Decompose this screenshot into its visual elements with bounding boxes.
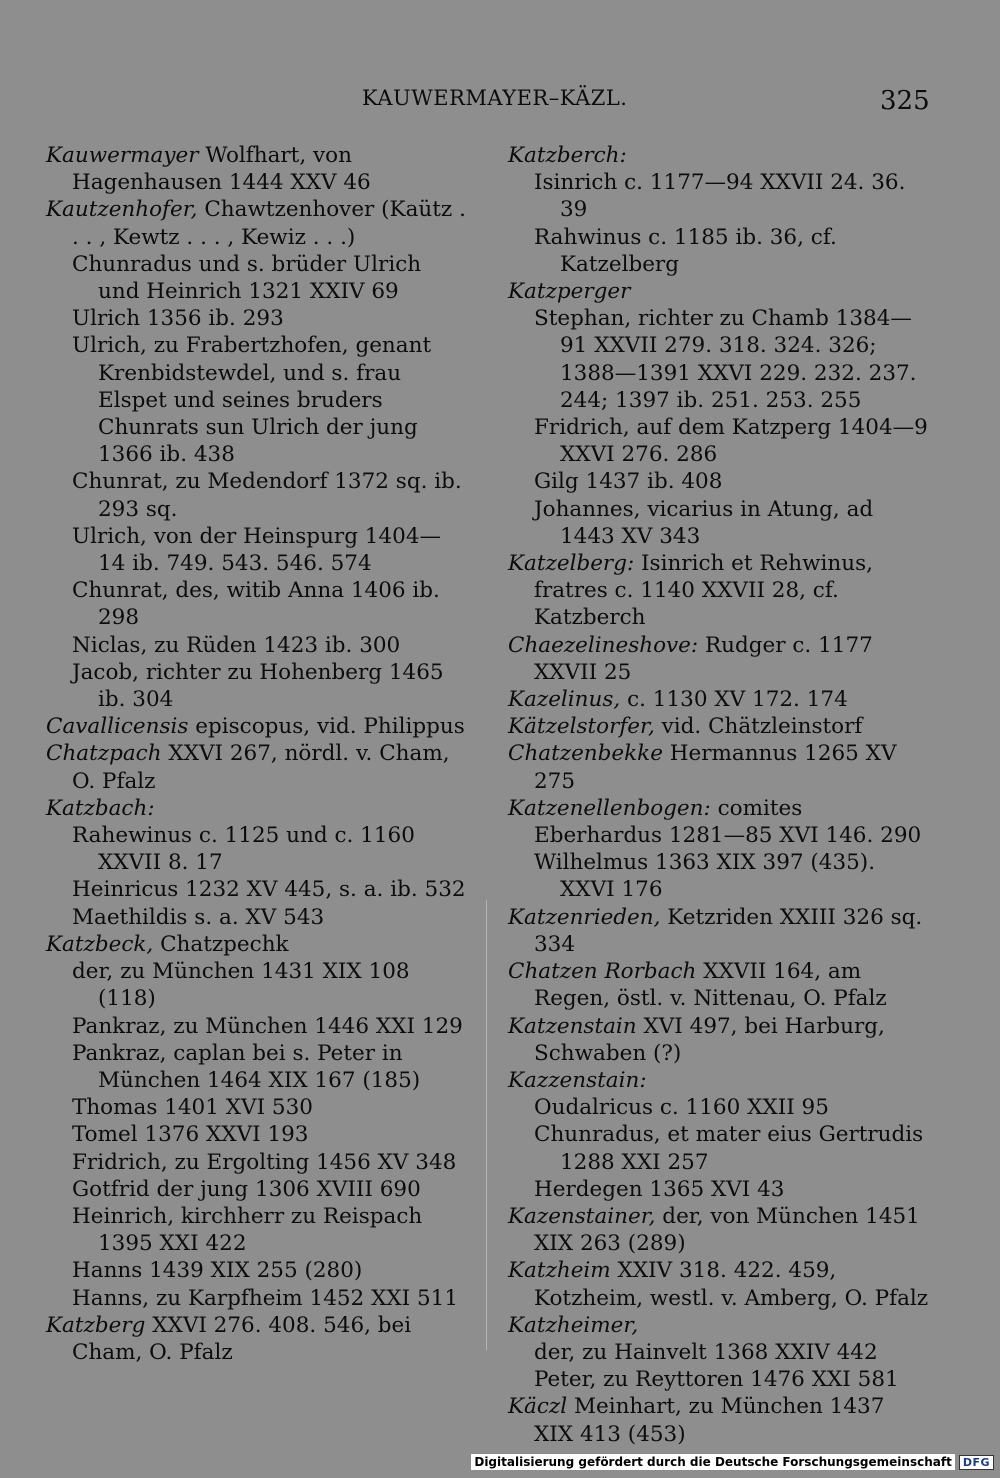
entry-headword: Kauwermayer	[46, 143, 199, 168]
entry-headword: Katzperger	[508, 279, 631, 305]
index-entry	[508, 632, 930, 686]
entry-headword: Kazzenstain:	[508, 1067, 647, 1093]
entry-text: Tomel 1376 XXVI 193	[72, 1122, 309, 1148]
index-subentry	[508, 849, 930, 903]
entry-text: Chawtzenhover (Kaütz . . . , Kewtz . . . , Kewiz . . .)	[72, 197, 466, 250]
entry-headword: Katzbeck,	[46, 931, 154, 957]
entry-text: XXIV 318. 422. 459, Kotzheim, westl. v. Amberg, O. Pfalz	[534, 1258, 929, 1311]
entry-text: Gilg 1437 ib. 408	[534, 469, 723, 495]
entry-text: Thomas 1401 XVI 530	[72, 1095, 313, 1121]
index-entry	[508, 142, 930, 169]
entry-text: Wolfhart, von Hagenhausen 1444 XXV 46	[72, 143, 371, 196]
running-head: KAUWERMAYER–KÄZL.	[362, 86, 628, 110]
index-subentry	[46, 1094, 468, 1121]
entry-text: Gotfrid der jung 1306 XVIII 690	[72, 1176, 421, 1202]
index-subentry	[508, 224, 930, 278]
entry-headword: Katzenstain	[508, 1013, 637, 1039]
index-subentry	[46, 1149, 468, 1176]
footer-credit: Digitalisierung gefördert durch die Deutsche Forschungsgemeinschaft	[471, 1454, 954, 1470]
entry-text: Chunrat, des, witib Anna 1406 ib. 298	[72, 578, 440, 631]
index-subentry	[46, 1176, 468, 1203]
entry-text: der, zu München 1431 XIX 108 (118)	[72, 959, 410, 1012]
index-subentry	[508, 496, 930, 550]
index-entry	[508, 740, 930, 794]
entry-headword: Katzheimer,	[508, 1312, 639, 1338]
entry-text: Chatzpechk	[153, 931, 289, 957]
entry-headword: Kazenstainer,	[508, 1203, 656, 1229]
index-subentry	[46, 523, 468, 577]
index-subentry	[508, 1094, 930, 1121]
index-subentry	[46, 904, 468, 931]
index-subentry	[46, 332, 468, 468]
entry-headword: Chaezelineshove:	[508, 632, 699, 658]
entry-text: Pankraz, caplan bei s. Peter in München 1464 XIX 167 (185)	[72, 1040, 421, 1093]
index-entry	[508, 795, 930, 822]
index-subentry	[508, 1366, 930, 1393]
index-subentry	[46, 577, 468, 631]
page-header	[0, 86, 1000, 116]
index-subentry	[508, 1176, 930, 1203]
entry-text: Chunradus, et mater eius Gertrudis 1288 XXI 257	[534, 1122, 924, 1175]
entry-text: Hanns, zu Karpfheim 1452 XXI 511	[72, 1285, 459, 1311]
entry-text: Ketzriden XXIII 326 sq. 334	[534, 904, 923, 957]
index-subentry	[46, 1285, 468, 1312]
index-entry	[508, 1203, 930, 1257]
entry-text: Hanns 1439 XIX 255 (280)	[72, 1258, 363, 1284]
entry-headword: Kautzenhofer,	[46, 197, 198, 223]
index-entry	[46, 196, 468, 250]
index-subentry	[508, 169, 930, 223]
index-entry	[46, 931, 468, 958]
index-entry	[508, 1013, 930, 1067]
entry-text: Heinricus 1232 XV 445, s. a. ib. 532	[72, 877, 466, 903]
entry-text: Chunrat, zu Medendorf 1372 sq. ib. 293 sq.	[72, 469, 462, 522]
index-entry	[508, 958, 930, 1012]
left-column	[46, 142, 468, 1366]
entry-text: der, zu Hainvelt 1368 XXIV 442	[534, 1339, 878, 1365]
entry-headword: Cavallicensis	[46, 714, 189, 740]
index-subentry	[46, 1203, 468, 1257]
dfg-logo: DFG	[959, 1455, 994, 1470]
index-subentry	[46, 958, 468, 1012]
index-subentry	[508, 414, 930, 468]
index-subentry	[46, 632, 468, 659]
entry-text: Niclas, zu Rüden 1423 ib. 300	[72, 632, 401, 658]
entry-headword: Kazelinus,	[508, 687, 621, 713]
entry-text: Herdegen 1365 XVI 43	[534, 1176, 785, 1202]
index-entry	[508, 1393, 930, 1447]
index-entry	[46, 795, 468, 822]
entry-headword: Chatzen Rorbach	[508, 959, 697, 985]
index-entry	[508, 550, 930, 632]
entry-text: Jacob, richter zu Hohenberg 1465 ib. 304	[72, 659, 444, 713]
entry-text: Fridrich, zu Ergolting 1456 XV 348	[72, 1149, 457, 1175]
index-entry	[508, 1257, 930, 1311]
right-column	[508, 142, 930, 1448]
entry-text: Wilhelmus 1363 XIX 397 (435). XXVI 176	[534, 850, 876, 903]
index-subentry	[508, 1121, 930, 1175]
entry-headword: Katzelberg:	[508, 551, 635, 577]
entry-text: XVI 497, bei Harburg, Schwaben (?)	[534, 1013, 885, 1066]
entry-text: Hermannus 1265 XV 275	[534, 741, 897, 794]
entry-headword: Chatzenbekke	[508, 741, 663, 767]
entry-headword: Käczl	[508, 1394, 568, 1420]
index-entry	[508, 1312, 930, 1339]
index-entry	[508, 1067, 930, 1094]
entry-text: Ulrich, von der Heinspurg 1404—14 ib. 749. 543. 546. 574	[72, 523, 442, 577]
entry-text: Fridrich, auf dem Katzperg 1404—9 XXVI 276. 286	[534, 415, 928, 468]
index-subentry	[46, 1257, 468, 1284]
entry-text: Eberhardus 1281—85 XVI 146. 290	[534, 823, 922, 849]
entry-headword: Katzenrieden,	[508, 904, 661, 930]
index-subentry	[508, 305, 930, 414]
entry-text: Ulrich, zu Frabertzhofen, genant Krenbidstewdel, und s. frau Elspet und seines bruders Chunrats sun Ulrich der jung 1366 ib. 438	[72, 333, 432, 468]
entry-text: Pankraz, zu München 1446 XXI 129	[72, 1013, 463, 1039]
index-subentry	[46, 468, 468, 522]
entry-text: Maethildis s. a. XV 543	[72, 904, 325, 930]
index-entry	[508, 904, 930, 958]
footer	[471, 1452, 994, 1472]
page-number: 325	[880, 86, 930, 116]
index-entry	[46, 713, 468, 740]
entry-text: Heinrich, kirchherr zu Reispach 1395 XXI 422	[72, 1203, 423, 1257]
index-entry	[508, 686, 930, 713]
entry-text: Oudalricus c. 1160 XXII 95	[534, 1095, 829, 1121]
entry-text: c. 1130 XV 172. 174	[620, 687, 848, 713]
entry-text: Rudger c. 1177 XXVII 25	[534, 632, 873, 685]
entry-text: der, von München 1451 XIX 263 (289)	[534, 1203, 920, 1257]
entry-text: Meinhart, zu München 1437 XIX 413 (453)	[534, 1394, 885, 1447]
index-entry	[46, 1312, 468, 1366]
entry-headword: Katzenellenbogen:	[508, 795, 711, 821]
index-subentry	[46, 822, 468, 876]
entry-headword: Chatzpach	[46, 741, 162, 767]
entry-headword: Kätzelstorfer,	[508, 714, 655, 740]
entry-text: Isinrich c. 1177—94 XXVII 24. 36. 39	[534, 170, 906, 223]
entry-text: XXVI 267, nördl. v. Cham, O. Pfalz	[72, 741, 450, 794]
index-entry	[508, 278, 930, 305]
entry-text: Johannes, vicarius in Atung, ad 1443 XV 343	[534, 496, 874, 549]
index-subentry	[46, 1013, 468, 1040]
index-subentry	[46, 305, 468, 332]
index-entry	[508, 713, 930, 740]
entry-headword: Katzheim	[508, 1258, 611, 1284]
index-subentry	[46, 251, 468, 305]
index-subentry	[46, 876, 468, 903]
entry-text: Stephan, richter zu Chamb 1384—91 XXVII 279. 318. 324. 326; 1388—1391 XXVI 229. 232. 237. 244; 1397 ib. 251. 253. 255	[534, 306, 917, 413]
entry-headword: Katzbach:	[46, 795, 155, 821]
entry-headword: Katzberg	[46, 1312, 146, 1338]
entry-text: Isinrich et Rehwinus, fratres c. 1140 XXVII 28, cf. Katzberch	[534, 551, 873, 631]
entry-text: Rahwinus c. 1185 ib. 36, cf. Katzelberg	[534, 224, 837, 277]
index-subentry	[46, 1040, 468, 1094]
entry-text: Ulrich 1356 ib. 293	[72, 306, 284, 332]
entry-headword: Katzberch:	[508, 143, 627, 168]
index-entry	[46, 740, 468, 794]
index-subentry	[508, 822, 930, 849]
entry-text: Peter, zu Reyttoren 1476 XXI 581	[534, 1367, 899, 1393]
column-divider	[486, 900, 487, 1350]
index-subentry	[508, 1339, 930, 1366]
entry-text: vid. Chätzleinstorf	[654, 714, 863, 740]
entry-text: XXVI 276. 408. 546, bei Cham, O. Pfalz	[72, 1312, 412, 1365]
entry-text: episcopus, vid. Philippus	[188, 714, 465, 740]
entry-text: Rahewinus c. 1125 und c. 1160 XXVII 8. 17	[72, 823, 415, 876]
index-subentry	[508, 468, 930, 495]
index-subentry	[46, 1121, 468, 1148]
entry-text: XXVII 164, am Regen, östl. v. Nittenau, O. Pfalz	[534, 959, 887, 1012]
entry-text: comites	[710, 795, 803, 821]
index-entry	[46, 142, 468, 196]
entry-text: Chunradus und s. brüder Ulrich und Heinrich 1321 XXIV 69	[72, 251, 422, 305]
index-subentry	[46, 659, 468, 713]
